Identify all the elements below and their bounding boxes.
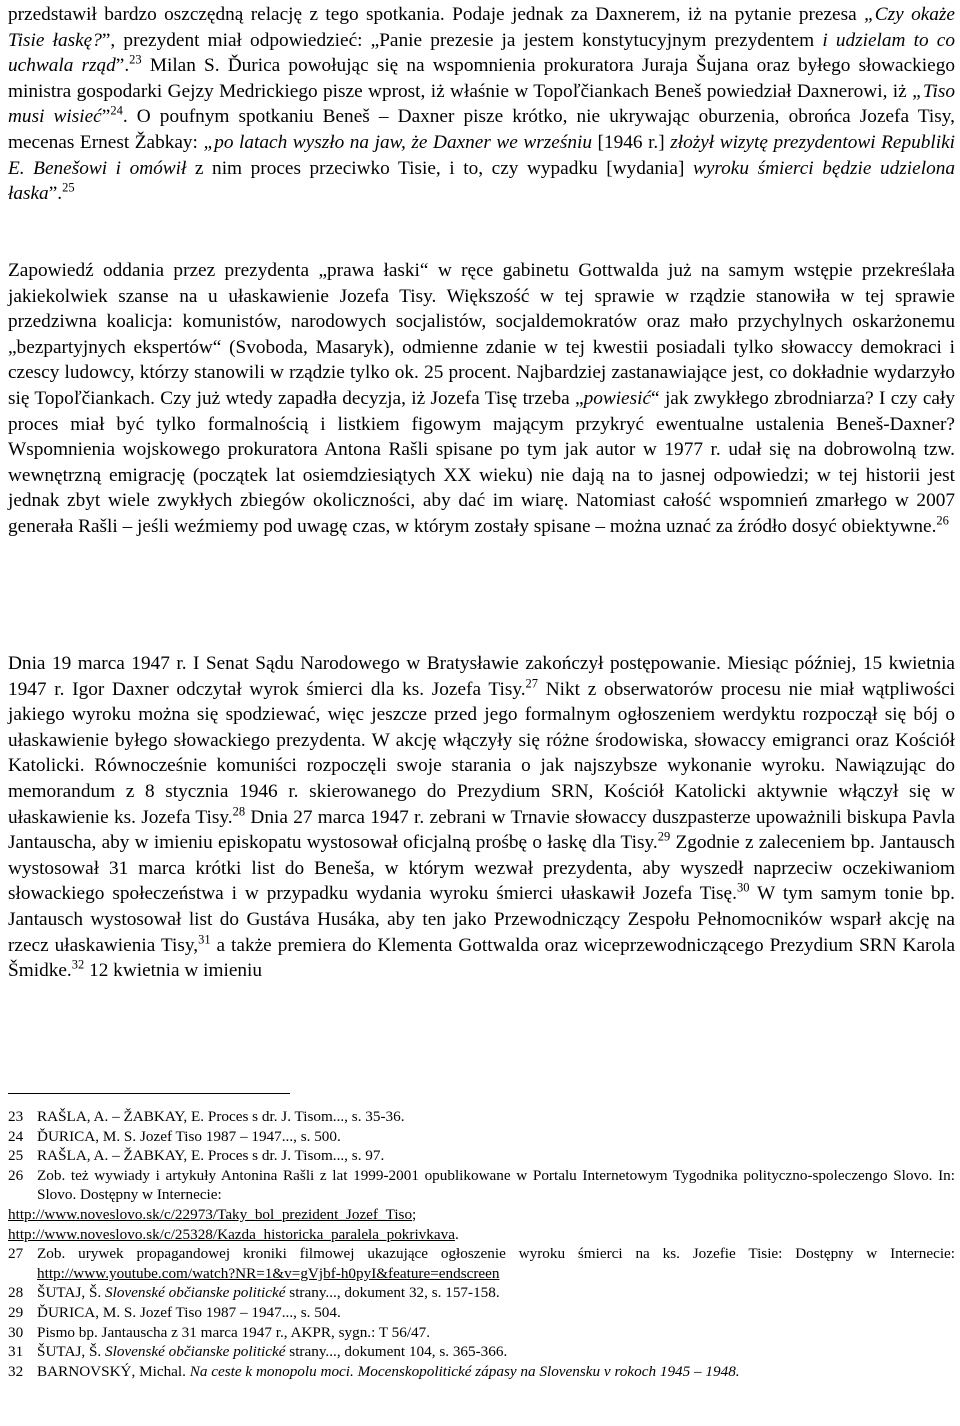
footnote-28: 28 ŠUTAJ, Š. Slovenské občianske politické strany..., dokument 32, s. 157-158. — [8, 1284, 500, 1302]
footnote-32: 32 BARNOVSKÝ, Michal. Na ceste k monopolu moci. Mocenskopolitické zápasy na Slovensku v rokoch 1945 – 1948. — [8, 1362, 740, 1380]
footnote-25: 25 RAŠLA, A. – ŽABKAY, E. Proces s dr. J. Tisom..., s. 97. — [8, 1147, 385, 1165]
footnote-26: 26 Zob. też wywiady i artykuły Antonina Rašli z lat 1999-2001 opublikowane w Portalu Internetowym Tygodnika polityczno-spoleczengo Slovo. In: Slovo. Dostępny w Internecie: http://www.noveslovo.sk/c/22973/Taky_bol_prezident_Jozef_Tiso; http://www.noveslovo.sk/c/25328/Kazda_historicka_paralela_pokrivkava. — [8, 1166, 955, 1243]
paragraph-3: Dnia 19 marca 1947 r. I Senat Sądu Narodowego w Bratysławie zakończył postępowanie. Miesiąc później, 15 kwietnia 1947 r. Igor Daxner odczytał wyrok śmierci dla ks. Jozefa Tisy.$^{27}$ Nikt z obserwatorów procesu nie miał wątpliwości jakiego wyroku można się spodziewać, więc jeszcze przed jego formalnym ogłoszeniem werdyktu rozpoczął się bój o ułaskawienie byłego słowackiego prezydenta. W akcję włączyły się różne środowiska, słowaccy emigranci oraz Kościół Katolicki. Równocześnie komuniści rozpoczęli swoje starania o jak najszybsze wykonanie wyroku. Nawiązując do memorandum z 8 stycznia 1946 r. skierowanego do Prezydium SRN, Kościół Katolicki aktywnie włączył się w ułaskawienie ks. Jozefa Tisy.$^{28}$ Dnia 27 marca 1947 r. zebrani w Trnavie słowaccy duszpasterze upoważnili biskupa Pavla Jantauscha, aby w imieniu episkopatu wystosował oficjalną prośbę o łaskę dla Tisy.$^{29}$ Zgodnie z zaleceniem bp. Jantausch wystosował 31 marca krótki list do Beneša, w którym wezwał prezydenta, aby wyszedł naprzeciw oczekiwaniom słowackiego społeczeństwa i w przypadku wydania wyroku śmierci ułaskawił Jozefa Tisę.$^{30}$ W tym samym tonie bp. Jantausch wystosował list do Gustáva Husáka, aby ten jako Przewodniczący Zespołu Pełnomocników wsparł akcję na rzecz ułaskawienia Tisy,$^{31}$ a także premiera do Klementa Gottwalda oraz wiceprzewodniczącego Prezydium SRN Karola Šmidke.$^{32}$ 12 kwietnia w imieniu — [8, 653, 956, 982]
paragraph-1: przedstawił bardzo oszczędną relację z tego spotkania. Podaje jednak za Daxnerem, iż na pytanie prezesa „Czy okaże Tisie łaskę?”, prezydent miał odpowiedzieć: „Panie prezesie ja jestem konstytucyjnym prezydentem i udzielam to co uchwala rząd”.$^{23}$ Milan S. Ďurica powołując się na wspomnienia prokuratora Juraja Šujana oraz byłego słowackiego ministra gospodarki Gejzy Medrickiego pisze wprost, iż właśnie w Topoľčiankach Beneš powiedział Daxnerowi, iż „Tiso musi wisieć”$^{24}$. O poufnym spotkaniu Beneš – Daxner pisze krótko, nie ukrywając oburzenia, obrońca Jozefa Tisy, mecenas Ernest Žabkay: „po latach wyszło na jaw, że Daxner we wrześniu [1946 r.] złożył wizytę prezydentowi Republiki E. Benešowi i omówił z nim proces przeciwko Tisie, i to, czy wypadku [wydania] wyroku śmierci będzie udzielona łaska”.$^{25}$ — [8, 4, 956, 205]
footnote-separator — [8, 1093, 290, 1094]
footnote-29: 29 ĎURICA, M. S. Jozef Tiso 1987 – 1947..., s. 504. — [8, 1303, 341, 1321]
footnote-ref-29: 29 — [657, 829, 671, 844]
footnote-31: 31 ŠUTAJ, Š. Slovenské občianske politické strany..., dokument 104, s. 365-366. — [8, 1343, 508, 1361]
footnote-ref-32: 32 — [71, 957, 85, 972]
footnote-ref-23: 23 — [129, 52, 142, 67]
footnote-27: 27 Zob. urywek propagandowej kroniki filmowej ukazujące ogłoszenie wyroku śmierci na ks. Jozefie Tisie: Dostępny w Internecie: http://www.youtube.com/watch?NR=1&v=gVjbf-h0pyI&feature=endscreen — [8, 1245, 955, 1282]
footnotes — [8, 1107, 955, 1381]
footnote-ref-27: 27 — [525, 676, 539, 691]
footnote-link[interactable]: http://www.noveslovo.sk/c/22973/Taky_bol_prezident_Jozef_Tiso — [8, 1205, 413, 1223]
footnote-ref-25: 25 — [62, 180, 75, 195]
footnote-link[interactable]: http://www.youtube.com/watch?NR=1&v=gVjbf-h0pyI&feature=endscreen — [37, 1264, 500, 1282]
footnote-ref-24: 24 — [110, 103, 123, 118]
footnote-link[interactable]: http://www.noveslovo.sk/c/25328/Kazda_historicka_paralela_pokrivkava — [8, 1225, 455, 1243]
footnote-30: 30 Pismo bp. Jantauscha z 31 marca 1947 r., AKPR, sygn.: T 56/47. — [8, 1323, 431, 1341]
footnote-ref-31: 31 — [198, 932, 211, 947]
footnote-ref-26: 26 — [936, 513, 949, 528]
paragraph-2: Zapowiedź oddania przez prezydenta „prawa łaski“ w ręce gabinetu Gottwalda już na samym wstępie przekreślała jakiekolwiek szanse na u ułaskawienie Jozefa Tisy. Większość w tej sprawie w rządzie stanowiła w tej sprawie przedziwna koalicja: komunistów, narodowych socjalistów, socjaldemokratów oraz mało przychylnych oskarżonemu „bezpartyjnych ekspertów“ (Svoboda, Masaryk), odmienne zdanie w tej kwestii posiadali tylko słowaccy demokraci i czescy ludowcy, którzy stanowili w rządzie tylko ok. 25 procent. Najbardziej zastanawiające jest, co dokładnie wydarzyło się Topoľčiankach. Czy już wtedy zapadła decyzja, iż Jozefa Tisę trzeba „powiesić“ jak zwykłego zbrodniarza? I czy cały proces miał być tylko formalnością i listkiem figowym mającym przykryć ewentualne ustalenia Beneš-Daxner? Wspomnienia wojskowego prokuratora Antona Rašli spisane po tym jak autor w 1977 r. udał się na dobrowolną tzw. wewnętrzną emigrację (początek lat osiemdziesiątych XX wieku) nie dają na to jasnej odpowiedzi; w tej historii jest jednak zbyt wiele zwykłych zbiegów okoliczności, aby dać im wiarę. Natomiast całość wspomnień zmarłego w 2007 generała Rašli – jeśli weźmiemy pod uwagę czas, w którym zostały spisane – można uznać za źródło dosyć obiektywne.$^{26}$ — [8, 260, 955, 537]
footnote-ref-28: 28 — [232, 804, 246, 819]
footnote-23: 23 RAŠLA, A. – ŽABKAY, E. Proces s dr. J. Tisom..., s. 35-36. — [8, 1108, 405, 1125]
footnote-ref-30: 30 — [736, 880, 750, 895]
footnote-24: 24 ĎURICA, M. S. Jozef Tiso 1987 – 1947..., s. 500. — [8, 1127, 341, 1145]
